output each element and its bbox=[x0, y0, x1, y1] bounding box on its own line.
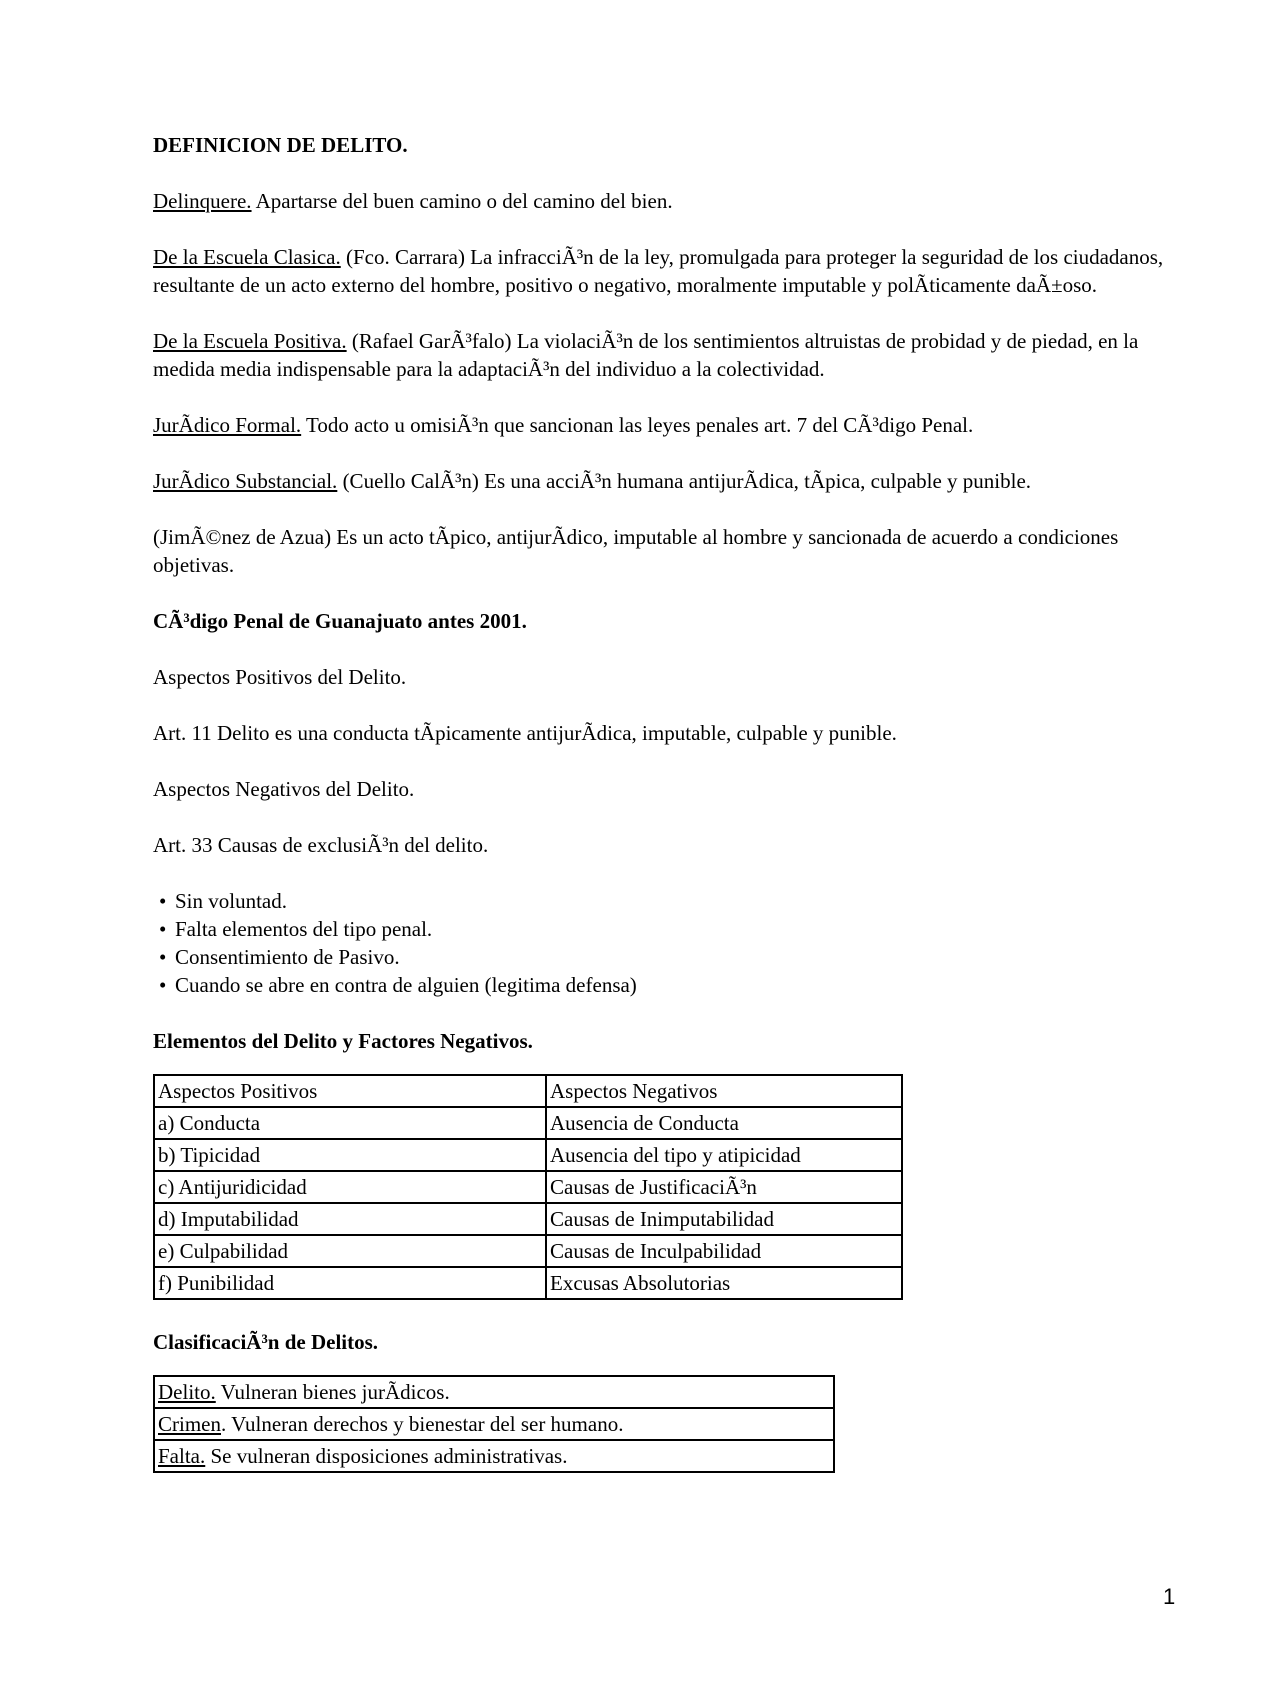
table-cell: b) Tipicidad bbox=[154, 1139, 546, 1171]
definition-term: De la Escuela Positiva. bbox=[153, 329, 347, 353]
definition-juridico-formal bbox=[153, 411, 1173, 439]
table-cell: Ausencia del tipo y atipicidad bbox=[546, 1139, 902, 1171]
table-header-cell: Aspectos Positivos bbox=[154, 1075, 546, 1107]
definition-text: Apartarse del buen camino o del camino del bien. bbox=[251, 189, 673, 213]
bullet-icon: • bbox=[159, 917, 167, 941]
table-cell: Causas de Inimputabilidad bbox=[546, 1203, 902, 1235]
definition-text: (Rafael GarÃ³falo) La violaciÃ³n de los sentimientos altruistas de probidad y de piedad, en la medida media indispensable para la adaptaciÃ³n del individuo a la colectividad. bbox=[153, 329, 1139, 381]
definition-jimenez: (JimÃ©nez de Azua) Es un acto tÃpico, antijurÃdico, imputable al hombre y sancionada de acuerdo a condiciones objetivas. bbox=[153, 525, 1119, 577]
table-cell: a) Conducta bbox=[154, 1107, 546, 1139]
definition-text: Todo acto u omisiÃ³n que sancionan las leyes penales art. 7 del CÃ³digo Penal. bbox=[301, 413, 974, 437]
bullet-icon: • bbox=[159, 973, 167, 997]
definition-term: Delinquere. bbox=[153, 189, 252, 213]
elementos-table bbox=[153, 1074, 903, 1300]
document-title: DEFINICION DE DELITO. bbox=[153, 133, 408, 157]
table-cell: c) Antijuridicidad bbox=[154, 1171, 546, 1203]
definition-delinquere bbox=[153, 187, 1173, 215]
bullet-icon: • bbox=[159, 945, 167, 969]
table-cell: Delito. Vulneran bienes jurÃdicos. bbox=[154, 1376, 834, 1408]
list-item: • Consentimiento de Pasivo. bbox=[159, 945, 400, 969]
elementos-heading: Elementos del Delito y Factores Negativos. bbox=[153, 1029, 533, 1053]
bullet-icon: • bbox=[159, 889, 167, 913]
definition-escuela-clasica bbox=[153, 243, 1173, 299]
exclusion-list bbox=[153, 887, 1173, 999]
art-33-text: Art. 33 Causas de exclusiÃ³n del delito. bbox=[153, 833, 489, 857]
table-header-row bbox=[154, 1075, 902, 1107]
table-cell: f) Punibilidad bbox=[154, 1267, 546, 1299]
table-row bbox=[154, 1440, 834, 1472]
table-row bbox=[154, 1235, 902, 1267]
document-page bbox=[153, 131, 1173, 1501]
table-cell: Causas de JustificaciÃ³n bbox=[546, 1171, 902, 1203]
table-cell: Falta. Se vulneran disposiciones administrativas. bbox=[154, 1440, 834, 1472]
aspectos-positivos-label: Aspectos Positivos del Delito. bbox=[153, 665, 407, 689]
list-item: • Sin voluntad. bbox=[159, 889, 288, 913]
table-row bbox=[154, 1267, 902, 1299]
list-item: • Falta elementos del tipo penal. bbox=[159, 917, 433, 941]
table-cell: e) Culpabilidad bbox=[154, 1235, 546, 1267]
page-number: 1 bbox=[1163, 1584, 1176, 1609]
definition-text: (Cuello CalÃ³n) Es una acciÃ³n humana antijurÃdica, tÃpica, culpable y punible. bbox=[337, 469, 1032, 493]
codigo-heading: CÃ³digo Penal de Guanajuato antes 2001. bbox=[153, 609, 527, 633]
table-row bbox=[154, 1139, 902, 1171]
definition-text: (Fco. Carrara) La infracciÃ³n de la ley, promulgada para proteger la seguridad de los ciudadanos, resultante de un acto externo del hombre, positivo o negativo, moralmente imputable y polÃticamente daÃ±oso. bbox=[153, 245, 1164, 297]
art-11-text: Art. 11 Delito es una conducta tÃpicamente antijurÃdica, imputable, culpable y punible. bbox=[153, 721, 897, 745]
table-row bbox=[154, 1408, 834, 1440]
table-cell: d) Imputabilidad bbox=[154, 1203, 546, 1235]
table-cell: Crimen. Vulneran derechos y bienestar del ser humano. bbox=[154, 1408, 834, 1440]
table-cell: Excusas Absolutorias bbox=[546, 1267, 902, 1299]
table-row bbox=[154, 1203, 902, 1235]
table-header-cell: Aspectos Negativos bbox=[546, 1075, 902, 1107]
table-row bbox=[154, 1171, 902, 1203]
definition-term: De la Escuela Clasica. bbox=[153, 245, 341, 269]
definition-escuela-positiva bbox=[153, 327, 1173, 383]
clasificacion-heading: ClasificaciÃ³n de Delitos. bbox=[153, 1330, 379, 1354]
table-row bbox=[154, 1376, 834, 1408]
aspectos-negativos-label: Aspectos Negativos del Delito. bbox=[153, 777, 415, 801]
definition-term: JurÃdico Formal. bbox=[153, 413, 302, 437]
definition-juridico-substancial bbox=[153, 467, 1173, 495]
table-cell: Ausencia de Conducta bbox=[546, 1107, 902, 1139]
clasificacion-table bbox=[153, 1375, 835, 1473]
list-item: • Cuando se abre en contra de alguien (legitima defensa) bbox=[159, 973, 637, 997]
table-cell: Causas de Inculpabilidad bbox=[546, 1235, 902, 1267]
table-row bbox=[154, 1107, 902, 1139]
definition-term: JurÃdico Substancial. bbox=[153, 469, 338, 493]
